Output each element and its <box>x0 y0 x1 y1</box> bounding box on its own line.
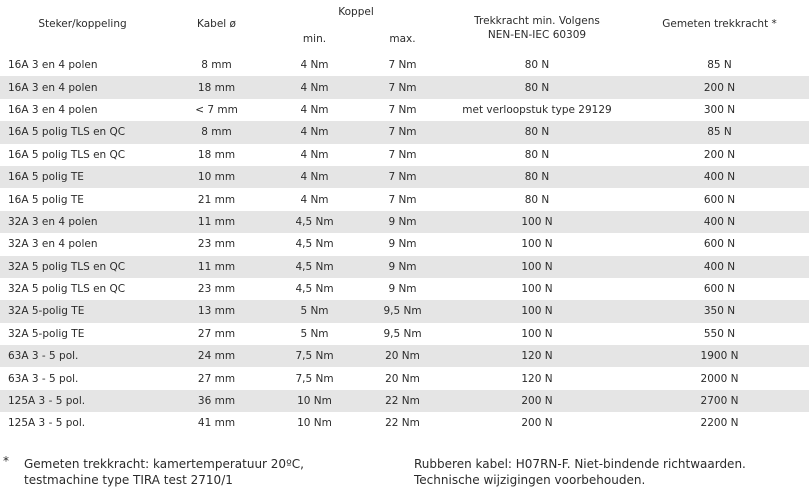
cell-min: 5 Nm <box>300 327 329 340</box>
cell-min: 4,5 Nm <box>268 256 361 278</box>
cell-gemeten: 2700 N <box>630 390 809 412</box>
cell-steker: 16A 5 polig TE <box>0 166 165 188</box>
cell-trek: 100 N <box>521 283 553 296</box>
cell-steker: 32A 5-polig TE <box>0 300 165 322</box>
cell-max: 7 Nm <box>388 59 417 72</box>
cell-steker: 16A 5 polig TLS en QC <box>8 148 126 161</box>
table-row <box>0 323 809 345</box>
cell-steker: 63A 3 - 5 pol. <box>8 372 79 385</box>
cell-kabel: 23 mm <box>197 283 236 296</box>
cell-kabel: 41 mm <box>197 417 236 430</box>
header-koppel-max: max. <box>389 33 416 45</box>
cell-min: 7,5 Nm <box>295 372 334 385</box>
cell-min: 10 Nm <box>297 417 332 430</box>
footnote-left-line1: Gemeten trekkracht: kamertemperatuur 20ºC, <box>24 457 304 471</box>
cell-max: 7 Nm <box>388 103 417 116</box>
cell-gemeten: 400 N <box>630 211 809 233</box>
cell-gemeten: 600 N <box>703 193 736 206</box>
cell-max: 7 Nm <box>388 193 417 206</box>
cell-trek: 80 N <box>444 166 630 188</box>
cell-kabel: 36 mm <box>165 390 268 412</box>
cell-trek: 80 N <box>444 121 630 143</box>
cell-max: 9 Nm <box>388 238 417 251</box>
table-row <box>0 367 809 389</box>
table-row <box>0 76 809 98</box>
cell-kabel: 23 mm <box>197 238 236 251</box>
cell-max: 7 Nm <box>361 166 444 188</box>
cell-min: 4 Nm <box>300 103 329 116</box>
cell-max: 22 Nm <box>361 390 444 412</box>
cell-gemeten: 400 N <box>630 166 809 188</box>
table-row <box>0 211 809 233</box>
cell-max: 9,5 Nm <box>361 300 444 322</box>
cell-kabel: 27 mm <box>197 372 236 385</box>
cell-kabel: 11 mm <box>165 211 268 233</box>
cell-gemeten: 300 N <box>703 103 736 116</box>
cell-kabel: 24 mm <box>165 345 268 367</box>
cell-steker: 16A 3 en 4 polen <box>0 76 165 98</box>
cell-trek: 200 N <box>521 417 553 430</box>
cell-gemeten: 400 N <box>630 256 809 278</box>
cell-trek: 120 N <box>444 345 630 367</box>
cell-max: 20 Nm <box>385 372 420 385</box>
cell-steker: 16A 5 polig TE <box>8 193 84 206</box>
cell-trek: 100 N <box>521 238 553 251</box>
cell-gemeten: 2000 N <box>700 372 739 385</box>
cell-trek: 80 N <box>524 193 550 206</box>
cell-min: 4 Nm <box>268 121 361 143</box>
cell-kabel: 18 mm <box>165 76 268 98</box>
cell-min: 7,5 Nm <box>268 345 361 367</box>
cell-steker: 125A 3 - 5 pol. <box>0 390 165 412</box>
cell-max: 9 Nm <box>361 211 444 233</box>
cell-min: 4 Nm <box>268 166 361 188</box>
cell-gemeten: 2200 N <box>700 417 739 430</box>
cell-steker: 16A 3 en 4 polen <box>8 59 98 72</box>
cell-kabel: 21 mm <box>197 193 236 206</box>
cell-kabel: 27 mm <box>197 327 236 340</box>
cell-trek: 80 N <box>444 76 630 98</box>
header-koppel: Koppel <box>338 6 374 18</box>
table-row <box>0 300 809 322</box>
cell-min: 4,5 Nm <box>295 238 334 251</box>
cell-trek: 120 N <box>521 372 553 385</box>
cell-trek: 200 N <box>444 390 630 412</box>
table-row <box>0 54 809 76</box>
header-trekkracht-line2: NEN-EN-IEC 60309 <box>487 29 587 41</box>
footnote-right-line1: Rubberen kabel: H07RN-F. Niet-bindende richtwaarden. <box>414 457 746 471</box>
cell-kabel: < 7 mm <box>195 103 238 116</box>
cell-trek: 80 N <box>524 148 550 161</box>
cell-kabel: 11 mm <box>165 256 268 278</box>
cell-trek: 80 N <box>524 59 550 72</box>
table-row <box>0 390 809 412</box>
header-trekkracht-line1: Trekkracht min. Volgens <box>474 15 600 27</box>
footnote-right-line2: Technische wijzigingen voorbehouden. <box>414 473 646 487</box>
cell-max: 9 Nm <box>388 283 417 296</box>
spec-table-body <box>0 54 809 435</box>
cell-gemeten: 550 N <box>703 327 736 340</box>
cell-min: 5 Nm <box>268 300 361 322</box>
cell-max: 7 Nm <box>361 121 444 143</box>
cell-trek: met verloopstuk type 29129 <box>462 103 612 116</box>
cell-steker: 32A 3 en 4 polen <box>0 211 165 233</box>
cell-gemeten: 200 N <box>703 148 736 161</box>
cell-kabel: 8 mm <box>201 59 232 72</box>
cell-kabel: 18 mm <box>197 148 236 161</box>
cell-trek: 100 N <box>444 256 630 278</box>
cell-min: 4 Nm <box>268 76 361 98</box>
cell-trek: 100 N <box>444 300 630 322</box>
table-row <box>0 256 809 278</box>
table-row <box>0 278 809 300</box>
cell-steker: 63A 3 - 5 pol. <box>0 345 165 367</box>
spec-table <box>0 54 809 435</box>
header-steker: Steker/koppeling <box>38 18 127 30</box>
footnote-star: * <box>3 454 9 468</box>
table-row <box>0 345 809 367</box>
cell-trek: 100 N <box>521 327 553 340</box>
table-row <box>0 121 809 143</box>
table-row <box>0 166 809 188</box>
cell-gemeten: 600 N <box>703 283 736 296</box>
cell-steker: 16A 5 polig TLS en QC <box>0 121 165 143</box>
cell-max: 7 Nm <box>388 148 417 161</box>
cell-min: 4 Nm <box>300 193 329 206</box>
cell-gemeten: 200 N <box>630 76 809 98</box>
cell-gemeten: 85 N <box>630 121 809 143</box>
cell-kabel: 8 mm <box>165 121 268 143</box>
cell-trek: 100 N <box>444 211 630 233</box>
footnote-left <box>24 456 304 488</box>
cell-gemeten: 85 N <box>707 59 732 72</box>
cell-gemeten: 600 N <box>703 238 736 251</box>
cell-steker: 32A 5-polig TE <box>8 327 85 340</box>
cell-max: 9 Nm <box>361 256 444 278</box>
cell-steker: 32A 5 polig TLS en QC <box>0 256 165 278</box>
cell-min: 10 Nm <box>268 390 361 412</box>
table-row <box>0 188 809 210</box>
cell-steker: 32A 5 polig TLS en QC <box>8 283 126 296</box>
table-row <box>0 144 809 166</box>
cell-min: 4 Nm <box>300 59 329 72</box>
header-kabel: Kabel ø <box>197 18 236 30</box>
cell-max: 9,5 Nm <box>383 327 422 340</box>
cell-gemeten: 350 N <box>630 300 809 322</box>
header-gemeten: Gemeten trekkracht * <box>662 18 777 30</box>
cell-kabel: 13 mm <box>165 300 268 322</box>
header-koppel-min: min. <box>302 33 327 45</box>
header-trekkracht <box>444 14 630 42</box>
cell-steker: 125A 3 - 5 pol. <box>8 417 86 430</box>
cell-steker: 32A 3 en 4 polen <box>8 238 98 251</box>
table-row <box>0 412 809 434</box>
table-row <box>0 233 809 255</box>
footnote-left-line2: testmachine type TIRA test 2710/1 <box>24 473 233 487</box>
cell-min: 4,5 Nm <box>295 283 334 296</box>
footnote-right <box>414 456 746 488</box>
table-row <box>0 99 809 121</box>
cell-min: 4 Nm <box>300 148 329 161</box>
cell-max: 22 Nm <box>385 417 420 430</box>
cell-max: 20 Nm <box>361 345 444 367</box>
cell-gemeten: 1900 N <box>630 345 809 367</box>
cell-steker: 16A 3 en 4 polen <box>8 103 98 116</box>
cell-min: 4,5 Nm <box>268 211 361 233</box>
cell-max: 7 Nm <box>361 76 444 98</box>
cell-kabel: 10 mm <box>165 166 268 188</box>
